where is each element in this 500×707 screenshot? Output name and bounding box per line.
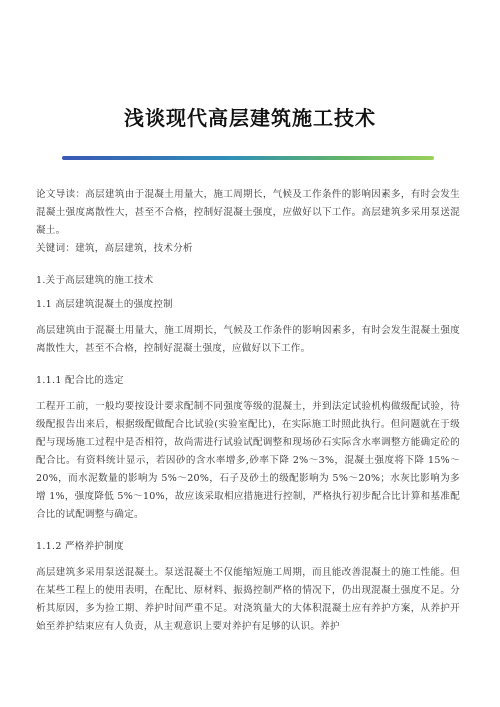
- spacer: [36, 358, 460, 366]
- abstract-paragraph: 论文导读：高层建筑由于混凝土用量大，施工周期长，气候及工作条件的影响因素多，有时会发生混凝土强度离散性大，甚至不合格，控制好混凝土强度，应做好以下工作。高层建筑多采用泵送混凝土。: [36, 189, 460, 236]
- subsection-body: 高层建筑由于混凝土用量大，施工周期长，气候及工作条件的影响因素多，有时会发生混凝土强度离散性大，甚至不合格，控制好混凝土强度，应做好以下工作。: [36, 325, 460, 354]
- section-heading: 1.关于高层建筑的施工技术: [36, 275, 154, 286]
- document-title: 浅谈现代高层建筑施工技术: [124, 106, 376, 130]
- subsection-heading: 1.1 高层建筑混凝土的强度控制: [36, 299, 173, 310]
- document-body: [36, 186, 460, 636]
- subsubsection-body: 工程开工前，一般均要按设计要求配制不同强度等级的混凝土，并到法定试验机构做级配试验，待级配报告出来后，根据级配做配合比试验(实验室配比)，在实际施工时照此执行。但问题就在于级配与现场施工过程中是否相符，故尚需进行试验试配调整和现场砂石实际含水率调整方能确定砼的配合比。有资料统计显示，若因砂的含水率增多,砂率下降 2%～3%，混凝土强度将下降 15%～20%，而水泥数量的影响为 5%～20%，石子及砂土的级配影响为 5%～20%；水灰比影响为多增 1%，强度降低 5%～10%，故应该采取相应措施进行控制，严格执行初步配合比计算和基准配合比的试配调整与确定。: [36, 401, 460, 520]
- title-divider: [62, 156, 434, 160]
- subsubsection-heading: 1.1.2 严格养护制度: [36, 541, 124, 552]
- subsubsection-heading: 1.1.1 配合比的选定: [36, 375, 124, 386]
- spacer: [36, 556, 460, 564]
- spacer: [36, 524, 460, 532]
- keywords-line: 关键词：建筑，高层建筑，技术分析: [36, 243, 193, 254]
- spacer: [36, 314, 460, 322]
- section-gap: [36, 258, 460, 272]
- spacer: [36, 390, 460, 398]
- subsubsection-body: 高层建筑多采用泵送混凝土。泵送混凝土不仅能缩短施工周期，而且能改善混凝土的施工性能。但在某些工程上的使用表明，在配比、原材料、振捣控制严格的情况下，仍出现混凝土强度不足。分析其原因，多为捡工期、养护时间严重不足。对浇筑量大的大体积混凝土应有养护方案，从养护开始至养护结束应有人负责，从主观意识上要对养护有足够的认识。养护: [36, 567, 460, 632]
